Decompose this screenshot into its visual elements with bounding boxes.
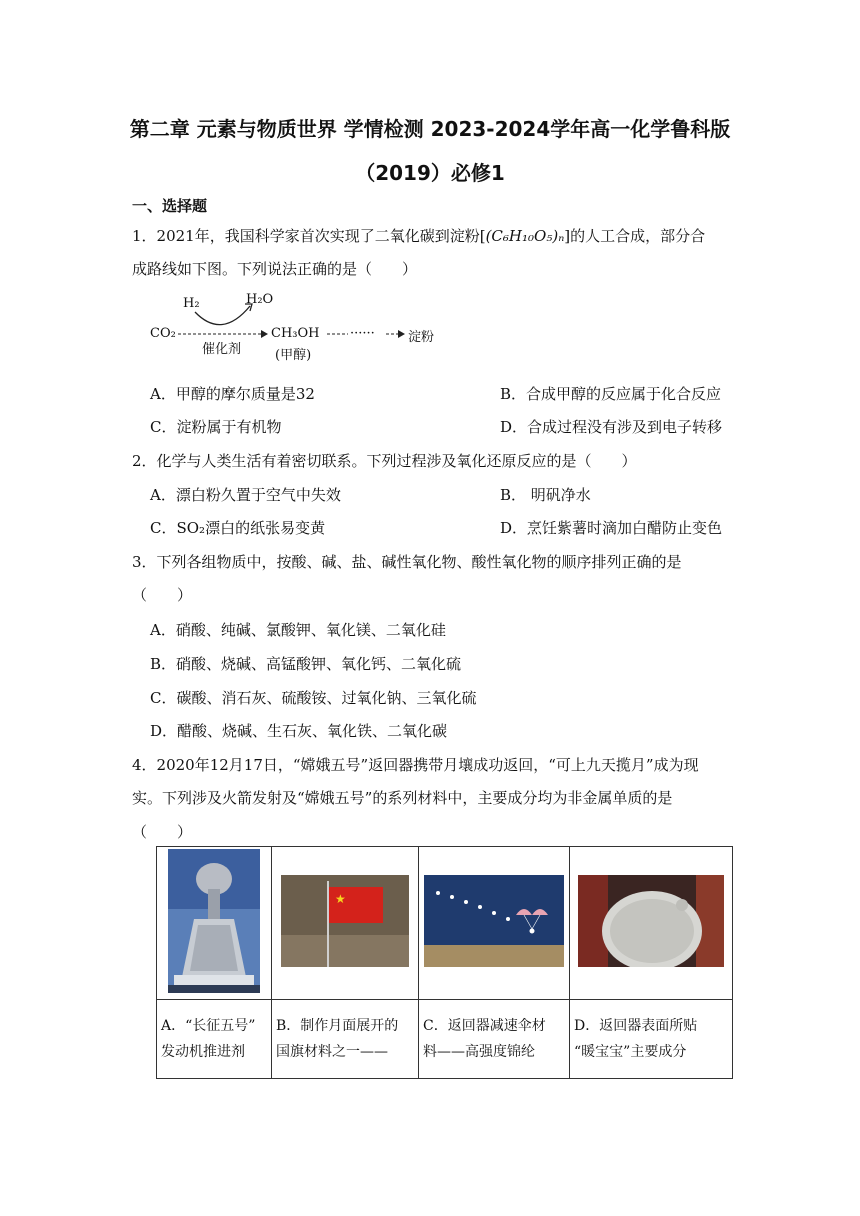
q4-stem-line1: 4．2020年12月17日，“嫦娥五号”返回器携带月壤成功返回，“可上九天揽月”成为现 xyxy=(132,756,699,774)
scheme-methanol: (甲醇) xyxy=(275,348,312,363)
q4-image-cell-c xyxy=(419,847,570,1000)
q3-option-d: D．醋酸、烧碱、生石灰、氧化铁、二氧化碳 xyxy=(150,722,448,740)
document-title-line2: （2019）必修1 xyxy=(355,161,505,185)
q1-option-b: B．合成甲醇的反应属于化合反应 xyxy=(500,385,722,403)
return-capsule-image xyxy=(578,875,724,967)
scheme-ch3oh: CH₃OH xyxy=(271,326,320,341)
q2-option-a: A．漂白粉久置于空气中失效 xyxy=(150,486,341,504)
q2-option-c: C．SO₂漂白的纸张易变黄 xyxy=(150,519,326,537)
q4-option-b-cell xyxy=(272,1000,419,1079)
q4-option-b-line2: 国旗材料之一—— xyxy=(276,1044,388,1060)
q1-stem-line2: 成路线如下图。下列说法正确的是（ ） xyxy=(132,260,418,278)
q4-option-c-line2: 料——高强度锦纶 xyxy=(423,1044,535,1060)
document-title-line1: 第二章 元素与物质世界 学情检测 2023-2024学年高一化学鲁科版 xyxy=(129,117,731,141)
q4-option-d-cell xyxy=(570,1000,733,1079)
q4-option-b-line1: B．制作月面展开的 xyxy=(276,1018,399,1034)
q2-stem: 2．化学与人类生活有着密切联系。下列过程涉及氧化还原反应的是（ ） xyxy=(132,452,637,470)
q4-option-c-line1: C．返回器减速伞材 xyxy=(423,1018,546,1034)
q1-option-a: A．甲醇的摩尔质量是32 xyxy=(150,385,315,403)
starch-formula: (C₆H₁₀O₅)ₙ xyxy=(485,227,565,245)
q4-image-table xyxy=(156,846,733,1079)
lunar-flag-image xyxy=(281,875,409,967)
q4-option-a-line1: A．“长征五号” xyxy=(161,1018,256,1034)
q3-option-a: A．硝酸、纯碱、氯酸钾、氧化镁、二氧化硅 xyxy=(150,621,446,639)
q3-option-b: B．硝酸、烧碱、高锰酸钾、氧化钙、二氧化硫 xyxy=(150,655,462,673)
q3-stem-line2: （ ） xyxy=(132,586,193,604)
q4-image-cell-d xyxy=(570,847,733,1000)
q4-option-d-line2: “暖宝宝”主要成分 xyxy=(574,1044,687,1060)
scheme-h2o: H₂O xyxy=(246,292,274,307)
q4-stem-line3: （ ） xyxy=(132,823,193,841)
parachute-image xyxy=(424,875,564,967)
q2-option-b: B． 明矾净水 xyxy=(500,486,591,504)
svg-text:★: ★ xyxy=(335,892,346,906)
scheme-co2: CO₂ xyxy=(150,326,176,341)
q4-image-cell-b xyxy=(272,847,419,1000)
q1-stem-pre: 1．2021年，我国科学家首次实现了二氧化碳到淀粉[ xyxy=(132,227,486,245)
q4-option-a-cell xyxy=(157,1000,272,1079)
q2-option-d: D．烹饪紫薯时滴加白醋防止变色 xyxy=(500,519,723,537)
synthesis-scheme xyxy=(150,292,450,362)
q1-option-c: C．淀粉属于有机物 xyxy=(150,418,282,436)
q4-image-cell-a xyxy=(157,847,272,1000)
q1-option-d: D．合成过程没有涉及到电子转移 xyxy=(500,418,723,436)
q1-stem-line1 xyxy=(132,225,705,246)
rocket-engine-image xyxy=(168,849,260,993)
q4-stem-line2: 实。下列涉及火箭发射及“嫦娥五号”的系列材料中，主要成分均为非金属单质的是 xyxy=(132,789,673,807)
q1-stem-post: ]的人工合成，部分合 xyxy=(564,227,706,245)
scheme-starch: 淀粉 xyxy=(408,330,435,345)
q3-option-c: C．碳酸、消石灰、硫酸铵、过氧化钠、三氧化硫 xyxy=(150,689,477,707)
q3-stem-line1: 3．下列各组物质中，按酸、碱、盐、碱性氧化物、酸性氧化物的顺序排列正确的是 xyxy=(132,553,682,571)
scheme-dots: ······ xyxy=(350,326,375,341)
q4-option-c-cell xyxy=(419,1000,570,1079)
scheme-catalyst: 催化剂 xyxy=(202,342,242,357)
scheme-h2: H₂ xyxy=(183,296,200,311)
q4-option-d-line1: D．返回器表面所贴 xyxy=(574,1018,698,1034)
q4-option-a-line2: 发动机推进剂 xyxy=(161,1044,245,1060)
section-heading: 一、选择题 xyxy=(132,197,208,215)
